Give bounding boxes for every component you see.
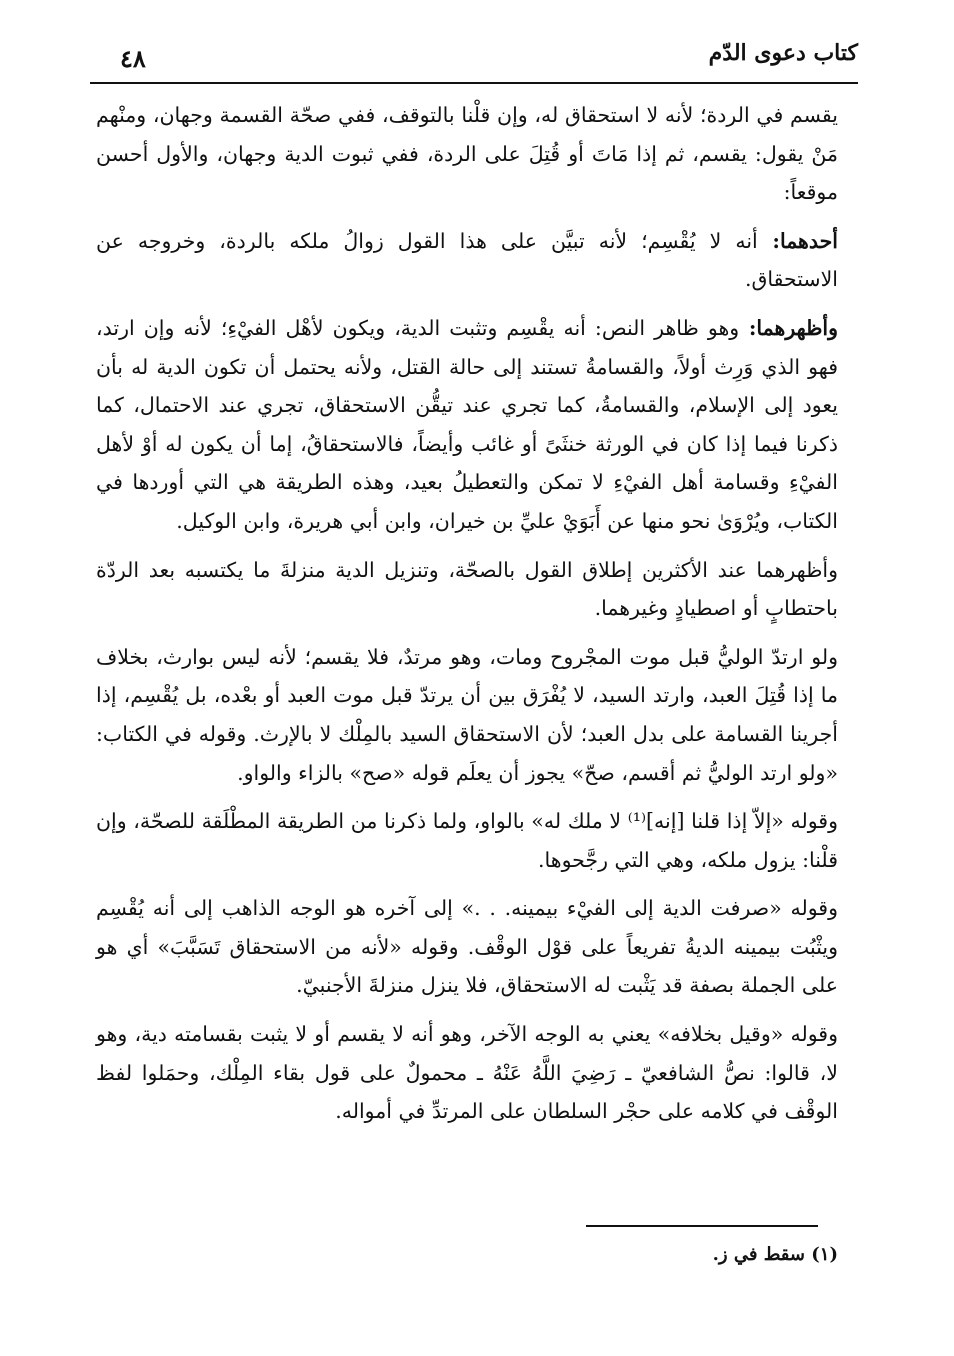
paragraph-text: وهو ظاهر النص: أنه يقْسِم وتثبت الدية، ويكون لأهْل الفيْءِ؛ لأنه وإن ارتد، فهو الذي وَرِث أولاً، والقسامةُ تستند إلى حالة القتل، ولأنه يحتمل أن تكون الدية له بأن يعود إلى الإسلام، والقسامةُ، كما تجري عند تيقُّن الاستحقاق، تجري عند الاحتمال، كما ذكرنا فيما إذا كان في الورثة خنثَىً أو غائب وأيضاً، فالاستحقاقُ، إما أن يكون له أوْ لأهل الفيْءِ وقسامة أهل الفيْءِ لا تمكن والتعطيلُ بعيد، وهذه الطريقة هي التي أوردها في الكتاب، ويُرْوَىٰ نحو منها عن أَبَوَيْ عليِّ بن خيران، وابن أبي هريرة، وابن الوكيل. <box>96 315 838 533</box>
page-header <box>90 38 858 82</box>
paragraph-text: يقسم في الردة؛ لأنه لا استحقاق له، وإن قلْنا بالتوقف، ففي صحّة القسمة وجهان، ومنْهم مَنْ يقول: يقسم، ثم إذا مَاتَ أو قُتِلَ على الردة، ففي ثبوت الدية وجهان، والأول أحسن موقعاً: <box>96 103 838 205</box>
footnote <box>713 1244 838 1265</box>
paragraph-text: أنه لا يُقْسِم؛ لأنه تبيَّن على هذا القول زوالُ ملكه بالردة، وخروجه عن الاستحقاق. <box>96 228 838 292</box>
footnote-divider <box>586 1225 818 1227</box>
paragraph-3 <box>96 309 838 541</box>
header-divider <box>90 82 858 84</box>
footnote-text: سقط في ز. <box>712 1244 805 1265</box>
paragraph-7 <box>96 889 838 1005</box>
paragraph-text: وقوله «صرفت الدية إلى الفيْء بيمينه. . .» إلى آخره هو الوجه الذاهب إلى أنه يُقْسِم ويثْبُت بيمينه الديةُ تفريعاً على قوْل الوقْف. وقوله «لأنه من الاستحقاق تَسَبَّبَ» أي هو على الجملة بصفة قد يَثْبت له الاستحقاق، فلا ينزل منزلةَ الأجنبيّ. <box>96 896 838 998</box>
paragraph-1 <box>96 96 838 212</box>
paragraph-text: وأظهرهما عند الأكثرين إطلاق القول بالصحّة، وتنزيل الدية منزلةَ ما يكتسبه بعد الردّة باحتطابٍ أو اصطيادٍ وغيرهما. <box>96 557 838 621</box>
main-text <box>96 96 838 1141</box>
footnote-marker: (١) <box>811 1244 838 1265</box>
paragraph-4 <box>96 551 838 628</box>
paragraph-6 <box>96 802 838 879</box>
paragraph-lead: وأظهرهما: <box>739 315 838 340</box>
paragraph-text: ولو ارتدّ الوليُّ قبل موت المجْروح ومات، وهو مرتدٌ، فلا يقسم؛ لأنه ليس بوارث، بخلاف ما إذا قُتِلَ العبد، وارتد السيد، لا يُفْرَق بين أن يرتدّ قبل موت العبد أو بعْده، بل يُقْسِم، إذا أجرينا القسامة على بدل العبد؛ لأن الاستحقاق السيد بالمِلْك لا بالإرث. وقوله في الكتاب: «ولو ارتد الوليُّ ثم أقسم، صحّ» يجوز أن يعلَم قوله «صح» بالزاء والواو. <box>96 644 838 785</box>
paragraph-text: وقوله «إلاّ إذا قلنا [إنه]⁽¹⁾ لا ملك له» بالواو، ولما ذكرنا من الطريقة المطْلَقة للصحّة، وإن قلْنا: يزول ملكه، وهي التي رجَّحوها. <box>96 809 839 872</box>
running-title: كتاب دعوى الدّم <box>708 40 858 66</box>
page-number: ٤٨ <box>120 44 146 73</box>
paragraph-2 <box>96 222 838 299</box>
paragraph-5 <box>96 638 838 792</box>
paragraph-8 <box>96 1015 838 1131</box>
paragraph-text: وقوله «وقيل بخلافه» يعني به الوجه الآخر، وهو أنه لا يقسم أو لا يثبت بقسامته دية، وهو لا، قالوا: نصُّ الشافعيّ ـ رَضِيَ اللَّهُ عَنْهُ ـ محمولٌ على قول بقاء المِلْك، وحمَلوا لفظ الوقْف في كلامه على حجْر السلطان على المرتدِّ في أمواله. <box>96 1022 838 1124</box>
paragraph-lead: أحدهما: <box>757 228 838 253</box>
